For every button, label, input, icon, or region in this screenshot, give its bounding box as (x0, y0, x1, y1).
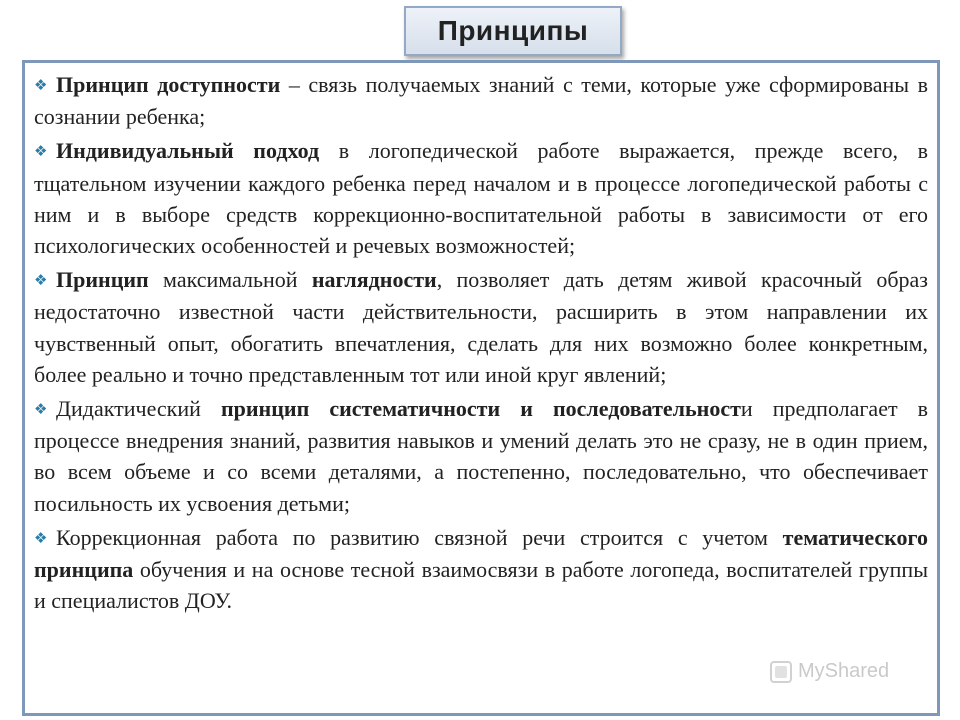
slide-title: Принципы (437, 15, 589, 46)
title-box (404, 6, 622, 56)
principle-item-accessibility (34, 69, 928, 132)
diamond-bullet-icon: ❖ (34, 142, 48, 161)
principle-text: , позволяет дать детям живой красочный образ недостаточно известной части действительности, расширить в этом направлении их чувственный опыт, обогатить впечатления, сделать для них возможно более конкретным, более реально и точно представленным тот или иной круг явлений; (34, 267, 928, 387)
principle-text: обучения и на основе тесной взаимосвязи в работе логопеда, воспитателей группы и специалистов ДОУ. (34, 557, 928, 614)
principle-text: Дидактический (56, 396, 221, 422)
diamond-bullet-icon: ❖ (34, 271, 48, 290)
principle-item-systematic (34, 393, 928, 519)
principle-text: в логопедической работе выражается, прежде всего, в тщательном изучении каждого ребенка перед началом и в процессе логопедической работы с ним и в выборе средств коррекционно-воспитательной работы в зависимости от его психологических особенностей и речевых возможностей; (34, 138, 928, 259)
principle-bold-text: Принцип (56, 267, 149, 293)
watermark-text: MyShared (798, 660, 890, 682)
principle-bold-text: тематического принципа (34, 524, 928, 583)
principles-content-box (22, 60, 940, 716)
principle-item-thematic (34, 522, 928, 617)
principle-text: максимальной (148, 267, 312, 293)
principle-item-visibility (34, 264, 928, 390)
principle-text: и предполагает в процессе внедрения знаний, развития навыков и умений делать это не сразу, не в один прием, во всем объеме и со всеми деталями, а постепенно, последовательно, что обеспечивает посильность их усвоения детьми; (34, 396, 929, 516)
myshared-logo-icon (770, 661, 792, 683)
principle-item-individual (34, 135, 928, 261)
diamond-bullet-icon: ❖ (34, 528, 48, 547)
watermark (770, 660, 889, 683)
principle-bold-text: Принцип доступности (56, 72, 281, 97)
diamond-bullet-icon: ❖ (34, 76, 48, 94)
principle-text: – связь получаемых знаний с теми, которые уже сформированы в сознании ребенка; (34, 72, 928, 130)
principle-bold-text: Индивидуальный подход (56, 138, 320, 164)
diamond-bullet-icon: ❖ (34, 400, 48, 419)
principle-bold-text: принцип систематичности и последовательност (220, 396, 741, 422)
principle-text: Коррекционная работа по развитию связной речи строится с учетом (56, 524, 783, 550)
principle-bold-text: наглядности (311, 267, 437, 293)
